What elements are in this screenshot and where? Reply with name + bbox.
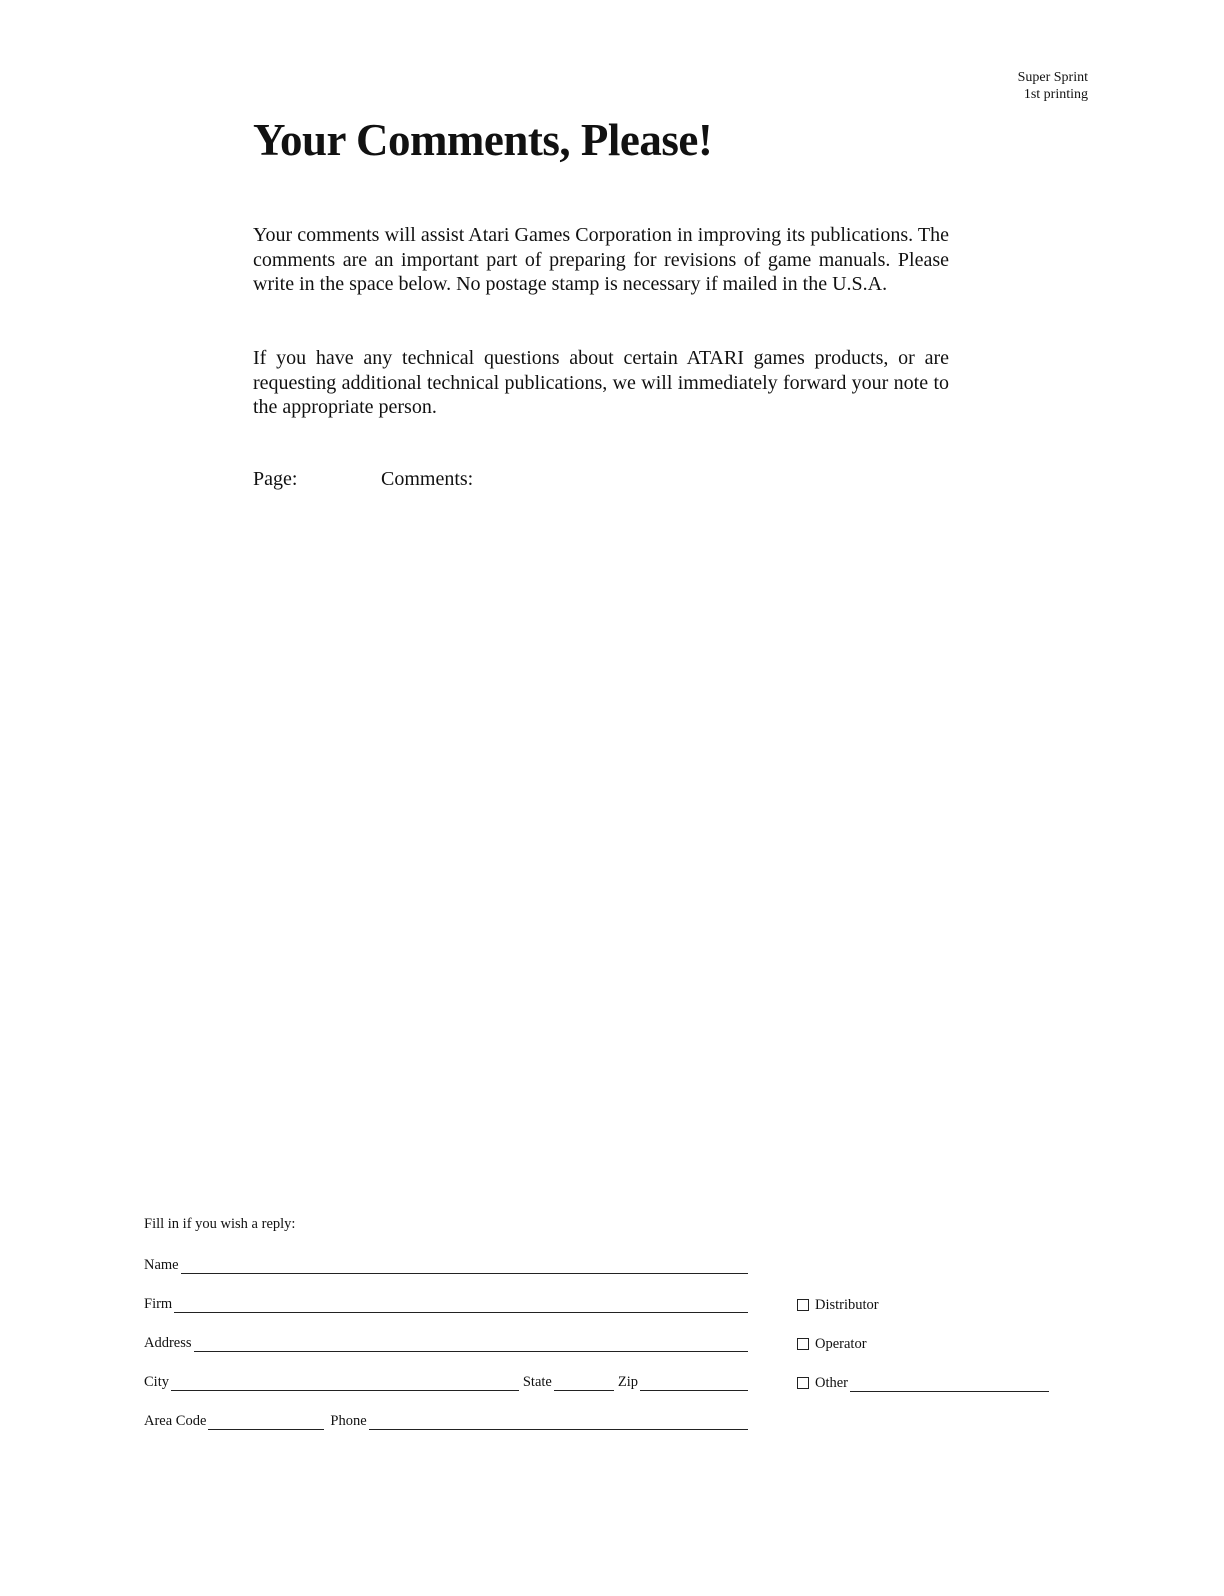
checkbox-icon[interactable] <box>797 1299 809 1311</box>
city-row <box>144 1371 748 1391</box>
name-label: Name <box>144 1257 179 1273</box>
area-code-label: Area Code <box>144 1413 207 1429</box>
document-header <box>1018 69 1088 103</box>
comments-label: Comments: <box>381 468 474 490</box>
address-field[interactable] <box>194 1337 748 1352</box>
area-code-field[interactable] <box>208 1415 324 1430</box>
other-label: Other <box>815 1375 849 1391</box>
checkbox-icon[interactable] <box>797 1338 809 1350</box>
comments-area[interactable] <box>253 500 953 1180</box>
address-label: Address <box>144 1335 192 1351</box>
page-label: Page: <box>253 468 298 490</box>
operator-label: Operator <box>815 1336 867 1352</box>
state-field[interactable] <box>554 1376 614 1391</box>
distributor-label: Distributor <box>815 1297 879 1313</box>
other-field[interactable] <box>850 1377 1049 1392</box>
phone-label: Phone <box>330 1413 367 1429</box>
phone-row <box>144 1410 748 1430</box>
address-row <box>144 1332 748 1352</box>
city-field[interactable] <box>171 1376 519 1391</box>
option-operator[interactable] <box>797 1333 867 1353</box>
firm-label: Firm <box>144 1296 173 1312</box>
zip-field[interactable] <box>640 1376 748 1391</box>
page-title: Your Comments, Please! <box>253 115 713 165</box>
name-field[interactable] <box>181 1259 748 1274</box>
intro-paragraph: Your comments will assist Atari Games Corporation in improving its publications. The comments are an important part of preparing for revisions of game manuals. Please write in the space below. No postage stamp is necessary if mailed in the U.S.A. <box>253 224 949 295</box>
firm-field[interactable] <box>174 1298 748 1313</box>
phone-field[interactable] <box>369 1415 748 1430</box>
option-distributor[interactable] <box>797 1294 879 1314</box>
state-label: State <box>522 1374 552 1390</box>
printing-label: 1st printing <box>1023 87 1088 102</box>
checkbox-icon[interactable] <box>797 1377 809 1389</box>
zip-label: Zip <box>617 1374 638 1390</box>
technical-questions-paragraph: If you have any technical questions about certain ATARI games products, or are requesting additional technical publications, we will immediately forward your note to the appropriate person. <box>253 347 949 418</box>
option-other[interactable] <box>797 1372 1049 1392</box>
product-name: Super Sprint <box>1017 70 1088 85</box>
firm-row <box>144 1293 748 1313</box>
city-label: City <box>144 1374 169 1390</box>
name-row <box>144 1254 748 1274</box>
reply-instructions: Fill in if you wish a reply: <box>144 1216 296 1232</box>
